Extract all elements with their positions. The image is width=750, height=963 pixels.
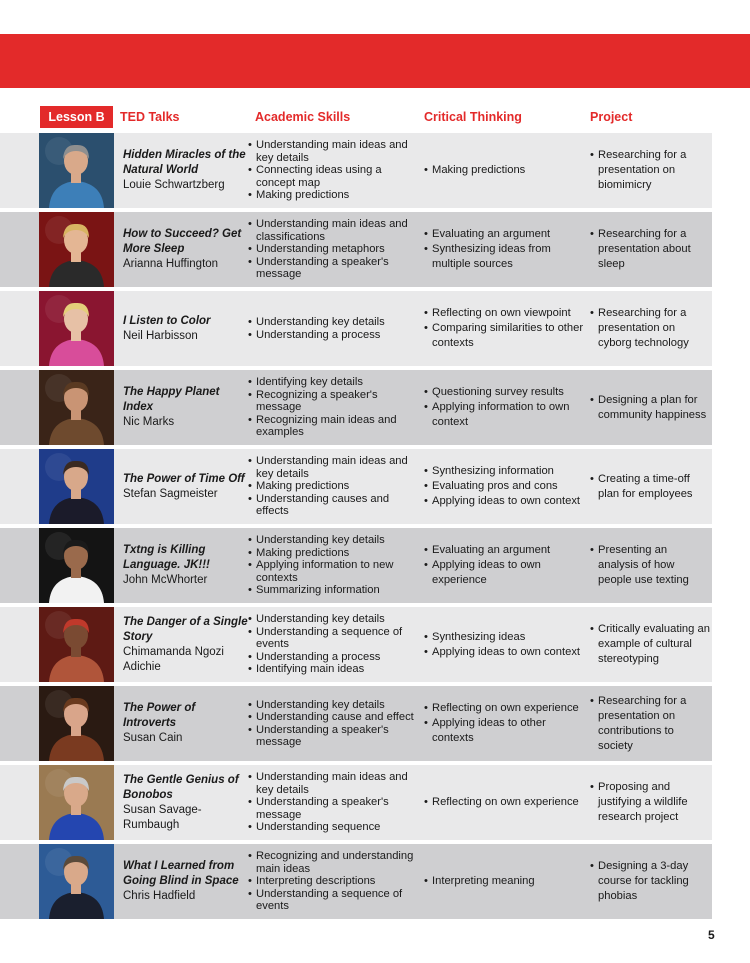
academic-skill-item: • Identifying key details xyxy=(248,376,416,389)
academic-skill-item: • Recognizing and understanding main ideas xyxy=(248,850,416,875)
speaker-photo xyxy=(39,291,114,366)
ted-talk-cell xyxy=(123,370,248,445)
talk-title: How to Succeed? Get More Sleep xyxy=(123,228,242,255)
critical-thinking-item: • Applying ideas to other contexts xyxy=(424,716,586,746)
project-cell xyxy=(590,607,710,682)
column-header-ted-talks: TED Talks xyxy=(120,110,180,124)
speaker-name: Nic Marks xyxy=(123,416,175,428)
speaker-photo xyxy=(39,686,114,761)
critical-thinking-cell xyxy=(424,765,586,840)
critical-thinking-item: • Reflecting on own viewpoint xyxy=(424,306,586,321)
column-header-academic-skills: Academic Skills xyxy=(255,110,351,124)
critical-thinking-cell xyxy=(424,844,586,919)
critical-thinking-cell xyxy=(424,449,586,524)
project-item: • Researching for a presentation on contributions to society xyxy=(590,694,710,754)
project-item: • Researching for a presentation on biomimicry xyxy=(590,148,710,193)
academic-skill-item: • Summarizing information xyxy=(248,584,416,597)
bullet-list xyxy=(424,874,586,889)
speaker-name: Susan Cain xyxy=(123,732,183,744)
bullet-list xyxy=(248,316,416,341)
bullet-list xyxy=(424,543,586,588)
bullet-list xyxy=(590,622,710,667)
column-header-project: Project xyxy=(590,110,633,124)
speaker-photo xyxy=(39,844,114,919)
academic-skill-item: • Understanding key details xyxy=(248,534,416,547)
academic-skills-cell xyxy=(248,528,416,603)
bullet-list xyxy=(424,227,586,272)
academic-skill-item: • Recognizing a speaker's message xyxy=(248,389,416,414)
project-item: • Designing a 3-day course for tackling phobias xyxy=(590,859,710,904)
speaker-photo xyxy=(39,133,114,208)
lesson-badge: Lesson B xyxy=(40,106,113,128)
academic-skills-cell xyxy=(248,291,416,366)
bullet-list xyxy=(248,139,416,202)
critical-thinking-cell xyxy=(424,291,586,366)
academic-skill-item: • Making predictions xyxy=(248,547,416,560)
page-number: 5 xyxy=(708,928,715,942)
academic-skill-item: • Making predictions xyxy=(248,480,416,493)
bullet-list xyxy=(590,472,710,502)
bullet-list xyxy=(590,393,710,423)
bullet-list xyxy=(248,613,416,676)
academic-skills-cell xyxy=(248,765,416,840)
talk-title: The Gentle Genius of Bonobos xyxy=(123,773,239,801)
academic-skills-cell xyxy=(248,212,416,287)
bullet-list xyxy=(590,694,710,754)
critical-thinking-item: • Synthesizing ideas from multiple sources xyxy=(424,242,586,272)
talk-title: The Power of Introverts xyxy=(123,702,196,729)
academic-skills-cell xyxy=(248,686,416,761)
academic-skill-item: • Understanding causes and effects xyxy=(248,493,416,518)
academic-skills-cell xyxy=(248,449,416,524)
academic-skill-item: • Understanding main ideas and classifications xyxy=(248,218,416,243)
academic-skill-item: • Understanding main ideas and key details xyxy=(248,771,416,796)
bullet-list xyxy=(424,795,586,810)
table-row xyxy=(0,607,750,682)
critical-thinking-item: • Evaluating an argument xyxy=(424,227,586,242)
academic-skills-cell xyxy=(248,607,416,682)
critical-thinking-item: • Synthesizing information xyxy=(424,464,586,479)
project-cell xyxy=(590,686,710,761)
bullet-list xyxy=(248,455,416,518)
ted-talk-cell xyxy=(123,844,248,919)
speaker-photo xyxy=(39,607,114,682)
project-cell xyxy=(590,212,710,287)
critical-thinking-item: • Interpreting meaning xyxy=(424,874,586,889)
speaker-photo xyxy=(39,528,114,603)
critical-thinking-item: • Questioning survey results xyxy=(424,385,586,400)
speaker-name: Chris Hadfield xyxy=(123,890,196,902)
critical-thinking-item: • Making predictions xyxy=(424,163,586,178)
table-row xyxy=(0,844,750,919)
critical-thinking-item: • Reflecting on own experience xyxy=(424,701,586,716)
critical-thinking-item: • Synthesizing ideas xyxy=(424,630,586,645)
bullet-list xyxy=(424,163,586,178)
critical-thinking-item: • Evaluating an argument xyxy=(424,543,586,558)
bullet-list xyxy=(248,850,416,913)
speaker-photo xyxy=(39,370,114,445)
speaker-photo xyxy=(39,449,114,524)
academic-skill-item: • Connecting ideas using a concept map xyxy=(248,164,416,189)
ted-talk-cell xyxy=(123,765,248,840)
academic-skill-item: • Understanding sequence xyxy=(248,821,416,834)
ted-talk-cell xyxy=(123,686,248,761)
academic-skill-item: • Understanding key details xyxy=(248,699,416,712)
bullet-list xyxy=(424,701,586,746)
academic-skill-item: • Applying information to new contexts xyxy=(248,559,416,584)
academic-skills-cell xyxy=(248,370,416,445)
academic-skill-item: • Understanding a sequence of events xyxy=(248,626,416,651)
ted-talk-cell xyxy=(123,449,248,524)
ted-talk-cell xyxy=(123,212,248,287)
speaker-name: Chimamanda Ngozi Adichie xyxy=(123,645,224,673)
talk-title: The Power of Time Off xyxy=(123,472,245,485)
table-row xyxy=(0,370,750,445)
ted-talk-cell xyxy=(123,291,248,366)
critical-thinking-item: • Applying ideas to own context xyxy=(424,494,586,509)
academic-skill-item: • Making predictions xyxy=(248,189,416,202)
talk-title: The Happy Planet Index xyxy=(123,386,220,413)
critical-thinking-item: • Evaluating pros and cons xyxy=(424,479,586,494)
academic-skill-item: • Understanding a speaker's message xyxy=(248,724,416,749)
academic-skill-item: • Understanding key details xyxy=(248,316,416,329)
project-item: • Designing a plan for community happiness xyxy=(590,393,710,423)
academic-skill-item: • Understanding a process xyxy=(248,329,416,342)
project-item: • Presenting an analysis of how people use texting xyxy=(590,543,710,588)
ted-talk-cell xyxy=(123,133,248,208)
academic-skill-item: • Understanding cause and effect xyxy=(248,711,416,724)
academic-skill-item: • Understanding main ideas and key details xyxy=(248,139,416,164)
academic-skill-item: • Understanding a speaker's message xyxy=(248,256,416,281)
bullet-list xyxy=(248,699,416,749)
top-red-band xyxy=(0,34,750,88)
table-row xyxy=(0,212,750,287)
academic-skill-item: • Interpreting descriptions xyxy=(248,875,416,888)
critical-thinking-item: • Applying ideas to own context xyxy=(424,645,586,660)
project-cell xyxy=(590,765,710,840)
project-cell xyxy=(590,133,710,208)
academic-skill-item: • Recognizing main ideas and examples xyxy=(248,414,416,439)
bullet-list xyxy=(590,227,710,272)
talk-title: The Danger of a Single Story xyxy=(123,615,248,643)
bullet-list xyxy=(248,376,416,439)
project-cell xyxy=(590,449,710,524)
academic-skill-item: • Understanding a sequence of events xyxy=(248,888,416,913)
speaker-name: Arianna Huffington xyxy=(123,258,219,270)
table-header xyxy=(0,106,750,128)
speaker-name: Stefan Sagmeister xyxy=(123,487,218,500)
academic-skill-item: • Understanding metaphors xyxy=(248,243,416,256)
speaker-name: Susan Savage-Rumbaugh xyxy=(123,803,202,831)
bullet-list xyxy=(590,780,710,825)
critical-thinking-item: • Applying ideas to own experience xyxy=(424,558,586,588)
project-item: • Creating a time-off plan for employees xyxy=(590,472,710,502)
bullet-list xyxy=(248,218,416,281)
project-item: • Researching for a presentation on cyborg technology xyxy=(590,306,710,351)
academic-skill-item: • Understanding a process xyxy=(248,651,416,664)
critical-thinking-cell xyxy=(424,133,586,208)
bullet-list xyxy=(424,630,586,660)
bullet-list xyxy=(248,534,416,597)
project-cell xyxy=(590,528,710,603)
table-row xyxy=(0,686,750,761)
table-row xyxy=(0,765,750,840)
speaker-photo xyxy=(39,765,114,840)
critical-thinking-cell xyxy=(424,212,586,287)
bullet-list xyxy=(424,306,586,351)
table-row xyxy=(0,133,750,208)
table-row xyxy=(0,449,750,524)
project-item: • Critically evaluating an example of cultural stereotyping xyxy=(590,622,710,667)
ted-talk-cell xyxy=(123,528,248,603)
speaker-photo xyxy=(39,212,114,287)
academic-skill-item: • Understanding main ideas and key details xyxy=(248,455,416,480)
academic-skill-item: • Understanding a speaker's message xyxy=(248,796,416,821)
project-cell xyxy=(590,844,710,919)
academic-skills-cell xyxy=(248,844,416,919)
critical-thinking-cell xyxy=(424,370,586,445)
project-item: • Proposing and justifying a wildlife research project xyxy=(590,780,710,825)
critical-thinking-cell xyxy=(424,686,586,761)
bullet-list xyxy=(424,385,586,430)
ted-talk-cell xyxy=(123,607,248,682)
critical-thinking-cell xyxy=(424,528,586,603)
talk-title: Txtng is Killing Language. JK!!! xyxy=(123,544,210,571)
talk-title: I Listen to Color xyxy=(123,314,211,327)
speaker-name: Neil Harbisson xyxy=(123,329,198,342)
project-cell xyxy=(590,291,710,366)
table-row xyxy=(0,291,750,366)
speaker-name: John McWhorter xyxy=(123,574,208,586)
bullet-list xyxy=(590,859,710,904)
academic-skill-item: • Understanding key details xyxy=(248,613,416,626)
bullet-list xyxy=(590,148,710,193)
critical-thinking-item: • Reflecting on own experience xyxy=(424,795,586,810)
academic-skill-item: • Identifying main ideas xyxy=(248,663,416,676)
academic-skills-cell xyxy=(248,133,416,208)
bullet-list xyxy=(590,306,710,351)
project-cell xyxy=(590,370,710,445)
speaker-name: Louie Schwartzberg xyxy=(123,179,225,191)
project-item: • Researching for a presentation about sleep xyxy=(590,227,710,272)
bullet-list xyxy=(248,771,416,834)
critical-thinking-cell xyxy=(424,607,586,682)
talk-title: What I Learned from Going Blind in Space xyxy=(123,860,239,887)
critical-thinking-item: • Applying information to own context xyxy=(424,400,586,430)
column-header-critical-thinking: Critical Thinking xyxy=(424,110,522,124)
critical-thinking-item: • Comparing similarities to other contexts xyxy=(424,321,586,351)
bullet-list xyxy=(590,543,710,588)
lesson-table xyxy=(0,133,750,923)
table-row xyxy=(0,528,750,603)
bullet-list xyxy=(424,464,586,509)
talk-title: Hidden Miracles of the Natural World xyxy=(123,149,246,176)
